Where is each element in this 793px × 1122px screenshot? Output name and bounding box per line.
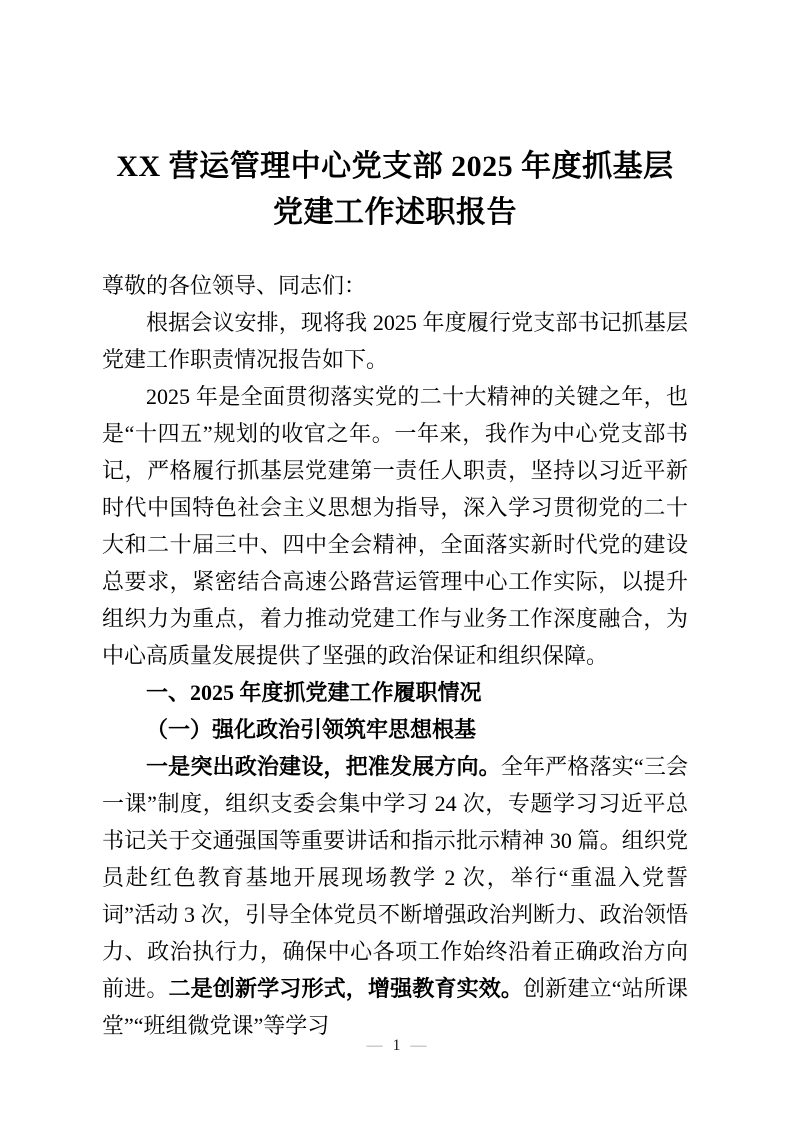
- document-title-line-1: XX 营运管理中心党支部 2025 年度抓基层: [116, 150, 674, 183]
- page-number: 1: [392, 1037, 401, 1054]
- text-run-bold: （一）强化政治引领筑牢思想根基: [146, 717, 477, 742]
- text-run: 全年严格落实“三会一课”制度，组织支委会集中学习 24 次，专题学习习近平总书记关于交通强国等重要讲话和指示批示精神 30 篇。组织党员赴红色教育基地开展现场教学 2 次，举行“重温入党誓词”活动 3 次，引导全体党员不断增强政治判断力、政治领悟力、政治执行力，确保中心各项工作始终沿着正确政治方向前进。: [102, 754, 688, 1001]
- document-title-line-2: 党建工作述职报告: [273, 196, 517, 229]
- section-heading: [102, 711, 688, 748]
- document-title: [102, 144, 688, 236]
- paragraph: [102, 748, 688, 1044]
- text-run: 创新建立“站所课堂”“班组微党课”等学习: [102, 976, 688, 1038]
- page-footer: [0, 1036, 793, 1056]
- paragraph: [102, 304, 688, 378]
- text-run: 根据会议安排，现将我 2025 年度履行党支部书记抓基层党建工作职责情况报告如下。: [102, 310, 688, 372]
- paragraph: [102, 267, 688, 304]
- text-run-bold: 二是创新学习形式，增强教育实效。: [168, 976, 524, 1001]
- text-run: 2025 年是全面贯彻落实党的二十大精神的关键之年，也是“十四五”规划的收官之年。一年来，我作为中心党支部书记，严格履行抓基层党建第一责任人职责，坚持以习近平新时代中国特色社会主义思想为指导，深入学习贯彻党的二十大和二十届三中、四中全会精神，全面落实新时代党的建设总要求，紧密结合高速公路营运管理中心工作实际，以提升组织力为重点，着力推动党建工作与业务工作深度融合，为中心高质量发展提供了坚强的政治保证和组织保障。: [102, 384, 688, 668]
- footer-dash-right: —: [410, 1037, 427, 1054]
- paragraph: [102, 378, 688, 674]
- text-run-bold: 一是突出政治建设，把准发展方向。: [146, 754, 501, 779]
- footer-dash-left: —: [366, 1037, 383, 1054]
- section-heading: [102, 674, 688, 711]
- text-run-bold: 一、2025 年度抓党建工作履职情况: [146, 680, 482, 705]
- document-body: [102, 267, 688, 1044]
- text-run: 尊敬的各位领导、同志们：: [102, 273, 367, 298]
